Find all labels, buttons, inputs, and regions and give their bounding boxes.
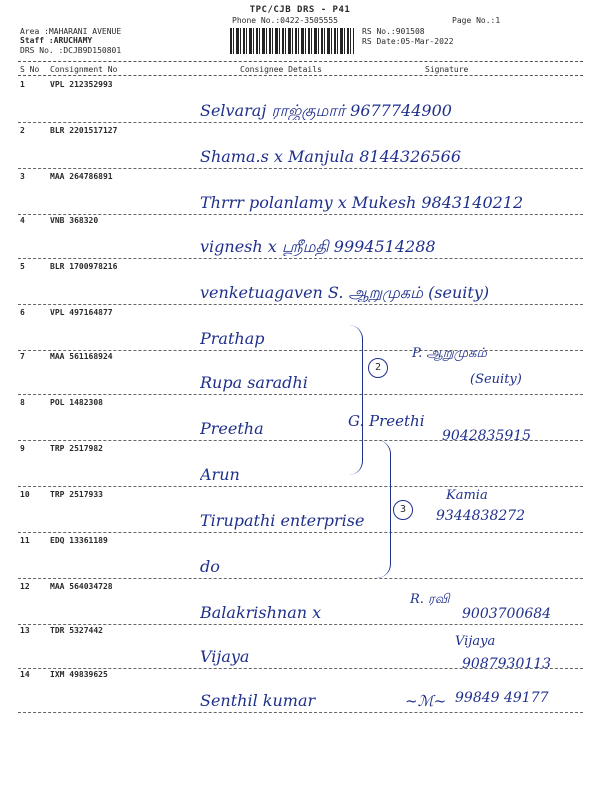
row-consignee-handwriting: vignesh x ஸ்ரீமதி 9994514288 — [200, 238, 436, 256]
row-consignment-number: VNB 368320 — [50, 216, 99, 225]
row-serial-number: 1 — [20, 80, 25, 89]
area-label: Area :MAHARANI AVENUE — [20, 27, 122, 36]
row-consignee-handwriting: Balakrishnan x — [200, 604, 322, 622]
row-consignee-handwriting: Senthil kumar — [200, 692, 316, 710]
row-consignment-number: MAA 264786891 — [50, 172, 113, 181]
document-title: TPC/CJB DRS - P41 — [249, 5, 351, 15]
row12-receiver-phone: 9003700684 — [462, 606, 552, 622]
row13-receiver-phone: 9087930113 — [462, 656, 552, 672]
row-signature-line — [18, 122, 583, 123]
row-signature-line — [18, 394, 583, 395]
group2-receiver-name: Kamia — [446, 488, 488, 503]
row-consignment-number: POL 1482308 — [50, 398, 103, 407]
row13-receiver-name: Vijaya — [455, 634, 496, 649]
row-signature-line — [18, 532, 583, 533]
row-consignment-number: MAA 561168924 — [50, 352, 113, 361]
bracket-group-1 — [340, 325, 363, 475]
row14-receiver-phone: 99849 49177 — [455, 690, 549, 706]
row-serial-number: 8 — [20, 398, 25, 407]
row14-signature-scribble: ~ℳ~ — [405, 692, 447, 710]
row-serial-number: 11 — [20, 536, 30, 545]
column-consignment: Consignment No — [50, 65, 118, 74]
preetha-signature: G. Preethi — [348, 412, 425, 430]
row-consignee-handwriting: Prathap — [200, 330, 265, 348]
row-consignee-handwriting: venketuagaven S. ஆறுமுகம் (seuity) — [200, 284, 490, 302]
column-consignee-details: Consignee Details — [240, 65, 322, 74]
barcode — [230, 28, 354, 54]
row-consignment-number: TDR 5327442 — [50, 626, 103, 635]
row-signature-line — [18, 214, 583, 215]
row12-receiver-name: R. ரவி — [410, 592, 450, 607]
row-serial-number: 13 — [20, 626, 30, 635]
header-divider-top — [18, 61, 583, 62]
page-number: Page No.:1 — [452, 16, 501, 25]
row-consignee-handwriting: Selvaraj ராஜ்குமார் 9677744900 — [200, 102, 452, 120]
row-consignee-handwriting: Preetha — [200, 420, 264, 438]
circled-number-3: 3 — [393, 500, 413, 520]
drs-number: DRS No. :DCJB9D150801 — [20, 46, 122, 55]
header-divider-bottom — [18, 75, 583, 76]
row-signature-line — [18, 304, 583, 305]
row-serial-number: 5 — [20, 262, 25, 271]
circled-number-2: 2 — [368, 358, 388, 378]
group2-receiver-phone: 9344838272 — [436, 508, 526, 524]
row-consignment-number: VPL 497164877 — [50, 308, 113, 317]
row-signature-line — [18, 624, 583, 625]
row-consignee-handwriting: Shama.s x Manjula 8144326566 — [200, 148, 462, 166]
row-consignment-number: VPL 212352993 — [50, 80, 113, 89]
rs-number: RS No.:901508 — [362, 27, 425, 36]
row-serial-number: 3 — [20, 172, 25, 181]
row-consignment-number: BLR 1700978216 — [50, 262, 118, 271]
row-serial-number: 12 — [20, 582, 30, 591]
row-consignment-number: TRP 2517982 — [50, 444, 103, 453]
row-signature-line — [18, 486, 583, 487]
row-consignee-handwriting: Arun — [200, 466, 240, 484]
row-signature-line — [18, 258, 583, 259]
row-signature-line — [18, 578, 583, 579]
row-consignment-number: MAA 564034728 — [50, 582, 113, 591]
row-serial-number: 2 — [20, 126, 25, 135]
column-signature: Signature — [425, 65, 469, 74]
preetha-phone: 9042835915 — [442, 428, 532, 444]
row-serial-number: 10 — [20, 490, 30, 499]
row-serial-number: 6 — [20, 308, 25, 317]
row-signature-line — [18, 712, 583, 713]
phone-number: Phone No.:0422-3505555 — [232, 16, 338, 25]
row-serial-number: 7 — [20, 352, 25, 361]
row-consignment-number: BLR 2201517127 — [50, 126, 118, 135]
row-consignment-number: TRP 2517933 — [50, 490, 103, 499]
row-consignee-handwriting: Thrrr polanlamy x Mukesh 9843140212 — [200, 194, 524, 212]
row-consignment-number: EDQ 13361189 — [50, 536, 108, 545]
row-signature-line — [18, 168, 583, 169]
row-signature-line — [18, 350, 583, 351]
column-sno: S No — [20, 65, 40, 74]
group1-receiver-note: (Seuity) — [470, 372, 522, 387]
row-consignee-handwriting: Rupa saradhi — [200, 374, 308, 392]
row-consignee-handwriting: Tirupathi enterprise — [200, 512, 365, 530]
row-consignment-number: IXM 49839625 — [50, 670, 108, 679]
row-serial-number: 4 — [20, 216, 25, 225]
row-consignee-handwriting: Vijaya — [200, 648, 250, 666]
bracket-group-2 — [368, 440, 391, 578]
row-serial-number: 9 — [20, 444, 25, 453]
row-consignee-handwriting: do — [200, 558, 220, 576]
rs-date: RS Date:05-Mar-2022 — [362, 37, 454, 46]
row-serial-number: 14 — [20, 670, 30, 679]
staff-label: Staff :ARUCHAMY — [20, 36, 93, 45]
group1-receiver-name: P. ஆறுமுகம் — [412, 346, 487, 361]
